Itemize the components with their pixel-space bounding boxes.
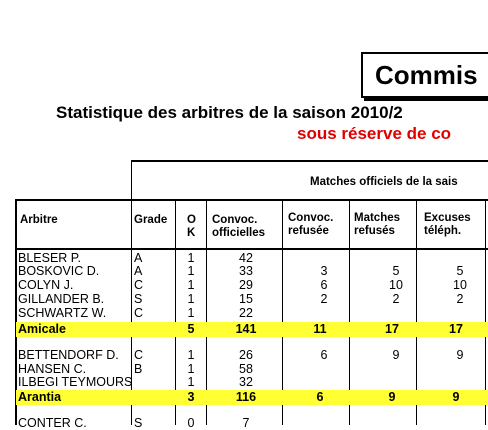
total-refusee: 6 (316, 390, 324, 404)
cell-ok: 0 (187, 416, 195, 430)
cell-matches: 10 (389, 278, 403, 292)
group-header-top-border (131, 160, 488, 162)
cell-ok: 1 (187, 278, 195, 292)
cell-convoc: 58 (239, 362, 253, 376)
cell-name: CONTER C. (18, 416, 87, 430)
col-header-excuses-2: téléph. (424, 225, 462, 237)
total-name: Amicale (18, 322, 66, 336)
cell-matches: 2 (392, 292, 400, 306)
cell-name: ILBEGI TEYMOURS (18, 375, 133, 389)
total-matches: 17 (385, 322, 399, 336)
total-matches: 9 (388, 390, 396, 404)
commission-title: Commis (375, 60, 478, 90)
cell-name: BOSKOVIC D. (18, 264, 100, 278)
cell-ok: 1 (187, 292, 195, 306)
cell-ok: 1 (187, 251, 195, 265)
cell-refusee: 6 (320, 278, 328, 292)
cell-convoc: 29 (239, 278, 253, 292)
col-header-grade: Grade (134, 214, 168, 226)
cell-excuses: 2 (456, 292, 464, 306)
cell-convoc: 22 (239, 306, 253, 320)
cell-grade: A (134, 264, 143, 278)
cell-convoc: 32 (239, 375, 253, 389)
cell-grade: A (134, 251, 143, 265)
header-bottom-border (15, 248, 488, 250)
cell-refusee: 3 (320, 264, 328, 278)
cell-refusee: 2 (320, 292, 328, 306)
col-header-convoc-ref-2: refusée (288, 225, 329, 237)
col-header-matches-2: refusés (354, 225, 395, 237)
cell-ok: 1 (187, 362, 195, 376)
col-header-convoc-off-2: officielles (212, 227, 266, 239)
commission-title-box (361, 52, 488, 98)
cell-grade: B (134, 362, 143, 376)
page-title: Statistique des arbitres de la saison 2010/2 (56, 103, 403, 122)
cell-matches: 9 (392, 348, 400, 362)
table-top-border (15, 199, 488, 201)
cell-matches: 5 (392, 264, 400, 278)
cell-excuses: 10 (453, 278, 467, 292)
cell-ok: 1 (187, 306, 195, 320)
cell-convoc: 33 (239, 264, 253, 278)
col-header-ok-k: K (187, 227, 196, 239)
group-header-left-border (131, 162, 132, 200)
cell-excuses: 5 (456, 264, 464, 278)
col-header-excuses-1: Excuses (424, 212, 471, 224)
col-header-convoc-ref-1: Convoc. (288, 212, 334, 224)
total-excuses: 17 (449, 322, 463, 336)
cell-name: BLESER P. (18, 251, 82, 265)
cell-convoc: 7 (242, 416, 250, 430)
cell-name: SCHWARTZ W. (18, 306, 107, 320)
col-header-convoc-off-1: Convoc. (212, 214, 258, 226)
total-excuses: 9 (452, 390, 460, 404)
group-header-label: Matches officiels de la sais (310, 176, 458, 188)
cell-grade: C (134, 348, 144, 362)
cell-convoc: 26 (239, 348, 253, 362)
cell-grade: C (134, 306, 144, 320)
cell-grade: S (134, 416, 143, 430)
cell-name: HANSEN C. (18, 362, 87, 376)
cell-name: COLYN J. (18, 278, 74, 292)
cell-convoc: 15 (239, 292, 253, 306)
col-header-matches-1: Matches (354, 212, 401, 224)
cell-grade: S (134, 292, 143, 306)
cell-ok: 1 (187, 264, 195, 278)
cell-ok: 1 (187, 375, 195, 389)
total-convoc: 116 (235, 390, 257, 404)
cell-name: BETTENDORF D. (18, 348, 119, 362)
cell-grade: C (134, 278, 144, 292)
cell-name: GILLANDER B. (18, 292, 105, 306)
cell-refusee: 6 (320, 348, 328, 362)
total-name: Arantia (18, 390, 62, 404)
total-convoc: 141 (235, 322, 257, 336)
cell-ok: 1 (187, 348, 195, 362)
col-header-ok-o: O (187, 214, 196, 226)
cell-convoc: 42 (239, 251, 253, 265)
page-subtitle: sous réserve de co (297, 124, 452, 143)
total-ok: 5 (187, 322, 195, 336)
col-header-arbitre: Arbitre (20, 214, 58, 226)
cell-excuses: 9 (456, 348, 464, 362)
total-ok: 3 (187, 390, 195, 404)
total-refusee: 11 (313, 322, 327, 336)
